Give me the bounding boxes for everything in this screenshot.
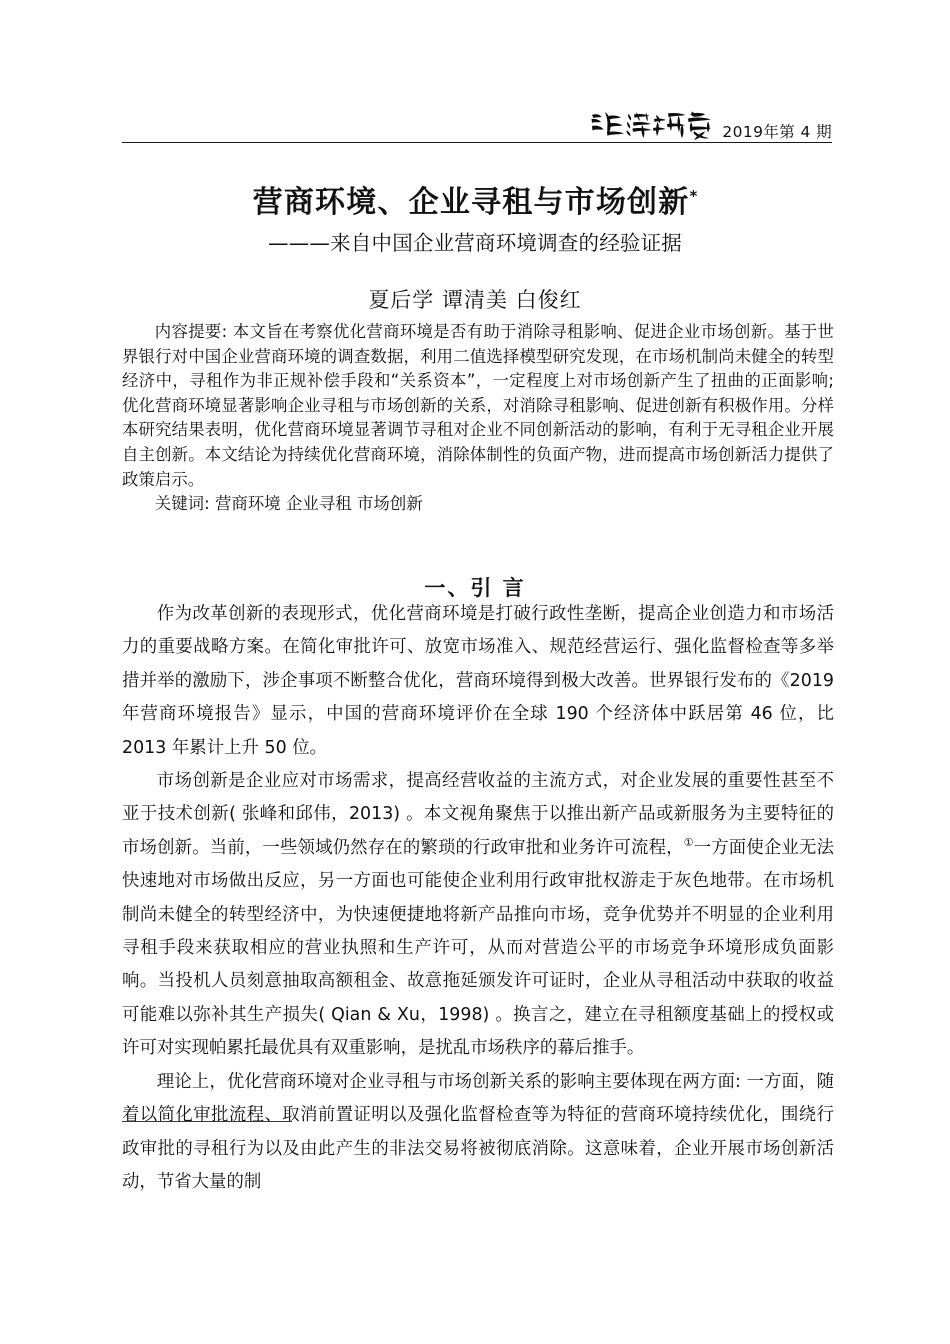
page-subtitle: ———来自中国企业营商环境调查的经验证据 — [268, 231, 682, 255]
journal-calligraphy-logo-icon — [588, 106, 716, 142]
page-title — [0, 184, 950, 222]
footnote-separator — [122, 1121, 292, 1122]
paragraph: 理论上，优化营商环境对企业寻租与市场创新关系的影响主要体现在两方面: 一方面，随着以简化审批流程、取消前置证明以及强化监督检查等为特征的营商环境持续优化，围绕行政审批的寻租行为以及由此产生的非法交易将被彻底消除。这意味着，企业开展市场创新活动，节省大量的制 — [122, 1071, 834, 1192]
section-heading-introduction: 一、引 言 — [424, 576, 526, 601]
body-content — [122, 598, 834, 1199]
issue-label: 2019年第 4 期 — [722, 122, 832, 141]
paragraph — [122, 765, 834, 1066]
paragraph: 作为改革创新的表现形式，优化营商环境是打破行政性垄断，提高企业创造力和市场活力的重要战略方案。在简化审批许可、放宽市场准入、规范经营运行、强化监督检查等多举措并举的激励下，涉企事项不断整合优化，营商环境得到极大改善。世界银行发布的《2019 年营商环境报告》显示，中国的营商环境评价在全球 190 个经济体中跃居第 46 位，比 2013 年累计上升 50 位。 — [122, 604, 834, 758]
footnote-ref-1: ① — [683, 836, 694, 850]
paragraph-part-b: 一方面使企业无法快速地对市场做出反应，另一方面也可能使企业利用行政审批权游走于灰色地带。在市场机制尚未健全的转型经济中，为快速便捷地将新产品推向市场，竞争优势并不明显的企业利用寻租手段来获取相应的营业执照和生产许可，从而对营造公平的市场竞争环境形成负面影响。当投机人员刻意抽取高额租金、故意拖延颁发许可证时，企业从寻租活动中获取的收益可能难以弥补其生产损失( Qian & Xu，1998) 。换言之，建立在寻租额度基础上的授权或许可对实现帕累托最优具有双重影响，是扰乱市场秩序的幕后推手。 — [122, 837, 834, 1059]
keywords-text: 关键词: 营商环境 企业寻租 市场创新 — [154, 494, 423, 513]
abstract-text: 内容提要: 本文旨在考察优化营商环境是否有助于消除寻租影响、促进企业市场创新。基于世界银行对中国企业营商环境的调查数据，利用二值选择模型研究发现，在市场机制尚未健全的转型经济中，寻租作为非正规补偿手段和“关系资本”，一定程度上对市场创新产生了扭曲的正面影响; 优化营商环境显著影响企业寻租与市场创新的关系，对消除寻租影响、促进创新有积极作用。分样本研究结果表明，优化营商环境显著调节寻租对企业不同创新活动的影响，有利于无寻租企业开展自主创新。本文结论为持续优化营商环境，消除体制性的负面产物，进而提高市场创新活力提供了政策启示。 — [122, 322, 834, 489]
title-text: 营商环境、企业寻租与市场创新 — [252, 185, 690, 221]
header-divider — [122, 142, 832, 143]
journal-masthead — [122, 100, 832, 142]
author-list: 夏后学 谭清美 白俊红 — [368, 288, 582, 312]
paragraph-part-a: 市场创新是企业应对市场需求，提高经营收益的主流方式，对企业发展的重要性甚至不亚于技术创新( 张峰和邱伟，2013) 。本文视角聚焦于以推出新产品或新服务为主要特征的市场创新。当前，一些领域仍然存在的繁琐的行政审批和业务许可流程， — [122, 771, 834, 858]
title-footnote-marker: * — [689, 187, 698, 206]
